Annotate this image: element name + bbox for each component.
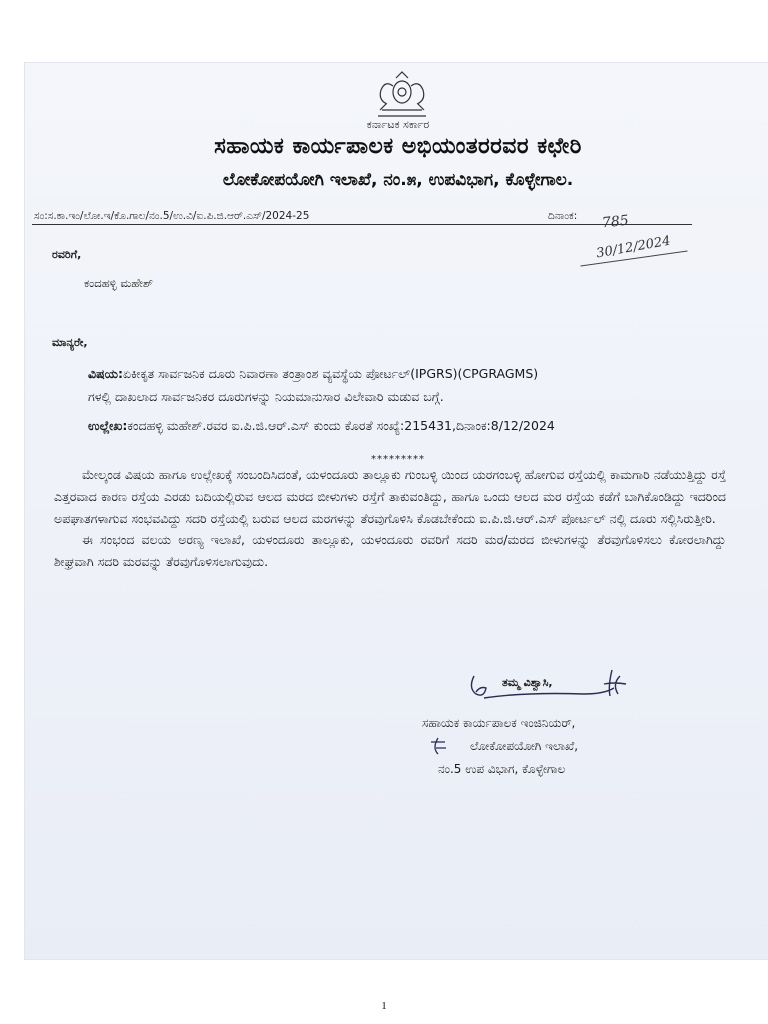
handwritten-number: 785 — [601, 212, 630, 232]
initials-mark-icon — [428, 736, 450, 756]
signatory-designation: ಸಹಾಯಕ ಕಾರ್ಯಪಾಲಕ ಇಂಜಿನಿಯರ್, — [422, 716, 576, 730]
government-label: ಕರ್ನಾಟಕ ಸರ್ಕಾರ — [366, 118, 430, 131]
ref-text: ಕಂದಹಳ್ಳಿ ಮಹೇಶ್.ರವರ ಐ.ಪಿ.ಜಿ.ಆರ್.ಎಸ್ ಕುಂದು ಕೊರತೆ ಸಂಖ್ಯೆ:215431,ದಿನಾಂಕ:8/12/2024 — [127, 418, 555, 433]
subject-line-1: ಏಕೀಕೃತ ಸಾರ್ವಜನಿಕ ದೂರು ನಿವಾರಣಾ ತಂತ್ರಾಂಶ ವ್ಯವಸ್ಥೆಯ ಪೋರ್ಟಲ್(IPGRS)(CPGRAGMS) — [122, 366, 539, 381]
letter-sheet — [24, 62, 768, 960]
letter-body — [54, 464, 726, 573]
salutation: ಮಾನ್ಯರೇ, — [52, 336, 88, 349]
page-number: 1 — [381, 1000, 387, 1012]
header-divider — [32, 224, 692, 225]
handwritten-date: 30/12/2024 — [595, 233, 672, 262]
reference-number: ಸಂ:ಸ.ಕಾ.ಇಂ/ಲೋ.ಇ/ಕೊ.ಗಾಲ/ನಂ.5/ಉ.ವಿ/ಐ.ಪಿ.ಜಿ.ಆರ್.ಎಸ್/2024-25 — [34, 210, 310, 222]
to-label: ರವರಿಗೆ, — [52, 248, 82, 261]
signatory-division: ನಂ.5 ಉಪ ವಿಭಾಗ, ಕೊಳ್ಳೇಗಾಲ — [438, 762, 566, 776]
recipient-name: ಕಂದಹಳ್ಳಿ ಮಹೇಶ್ — [84, 276, 154, 290]
subject-label: ವಿಷಯ: — [88, 366, 123, 381]
karnataka-emblem-icon — [372, 70, 432, 124]
signatory-block — [422, 712, 722, 781]
reference-block — [88, 418, 758, 434]
office-title: ಸಹಾಯಕ ಕಾರ್ಯಪಾಲಕ ಅಭಿಯಂತರರವರ ಕಛೇರಿ — [214, 134, 582, 159]
subject-block — [88, 362, 748, 408]
subject-line-2: ಗಳಲ್ಲಿ ದಾಖಲಾದ ಸಾರ್ವಜನಿಕರ ದೂರುಗಳನ್ನು ನಿಯಮಾನುಸಾರ ವಿಲೇವಾರಿ ಮಡುವ ಬಗ್ಗೆ. — [88, 389, 444, 404]
closing-yours: ತಮ್ಮ ವಿಶ್ವಾಸಿ, — [502, 676, 553, 689]
ref-label: ಉಲ್ಲೇಖ: — [88, 418, 128, 433]
paragraph-1: ಮೇಲ್ಕಂಡ ವಿಷಯ ಹಾಗೂ ಉಲ್ಲೇಖಕ್ಕೆ ಸಂಬಂದಿಸಿದಂತೆ, ಯಳಂದೂರು ತಾಲ್ಲೂಕು ಗುಂಬಳ್ಳಿ ಯಿಂದ ಯರಗಂಬಳ್ಳಿ ಹೋಗುವ ರಸ್ತೆಯಲ್ಲಿ ಕಾಮಗಾರಿ ನಡೆಯುತ್ತಿದ್ದು ರಸ್ತೆ ಎತ್ತರವಾದ ಕಾರಣ ರಸ್ತೆಯ ಎರಡು ಬದಿಯಲ್ಲಿರುವ ಆಲದ ಮರದ ಬೀಳುಗಳು ರಸ್ತೆಗೆ ತಾಕುವಂತಿದ್ದು, ಹಾಗೂ ಒಂದು ಆಲದ ಮರ ರಸ್ತೆಯ ಕಡೆಗೆ ಬಾಗಿಕೊಂಡಿದ್ದು ಇದರಿಂದ ಅಪಘಾತಗಳಾಗುವ ಸಂಭವವಿದ್ದು ಸದರಿ ರಸ್ತೆಯಲ್ಲಿ ಬರುವ ಆಲದ ಮರಗಳನ್ನು ತೆರವುಗೊಳಿಸಿ ಕೊಡಬೇಕೆಂದು ಐ.ಪಿ.ಜಿ.ಆರ್.ಎಸ್ ಪೋರ್ಟಲ್ ನಲ್ಲಿ ದೂರು ಸಲ್ಲಿಸಿರುತ್ತೀರಿ. — [54, 467, 726, 526]
date-label: ದಿನಾಂಕ: — [548, 210, 578, 222]
paragraph-2: ಈ ಸಂಭಂದ ವಲಯ ಅರಣ್ಯ ಇಲಾಖೆ, ಯಳಂದೂರು ತಾಲ್ಲೂಕು, ಯಳಂದೂರು ರವರಿಗೆ ಸದರಿ ಮರ/ಮರದ ಬೀಳುಗಳನ್ನು ತೆರವುಗೊಳಿಸಲು ಕೋರಲಾಗಿದ್ದು ಶೀಘ್ರವಾಗಿ ಸದರಿ ಮರವನ್ನು ತೆರವುಗೊಳಿಸಲಾಗುವುದು. — [54, 532, 726, 570]
signatory-department: ಲೋಕೋಪಯೋಗಿ ಇಲಾಖೆ, — [470, 739, 579, 753]
separator: ********* — [371, 454, 425, 465]
office-subtitle: ಲೋಕೋಪಯೋಗಿ ಇಲಾಖೆ, ನಂ.೫, ಉಪವಿಭಾಗ, ಕೊಳ್ಳೇಗಾಲ. — [222, 170, 574, 190]
